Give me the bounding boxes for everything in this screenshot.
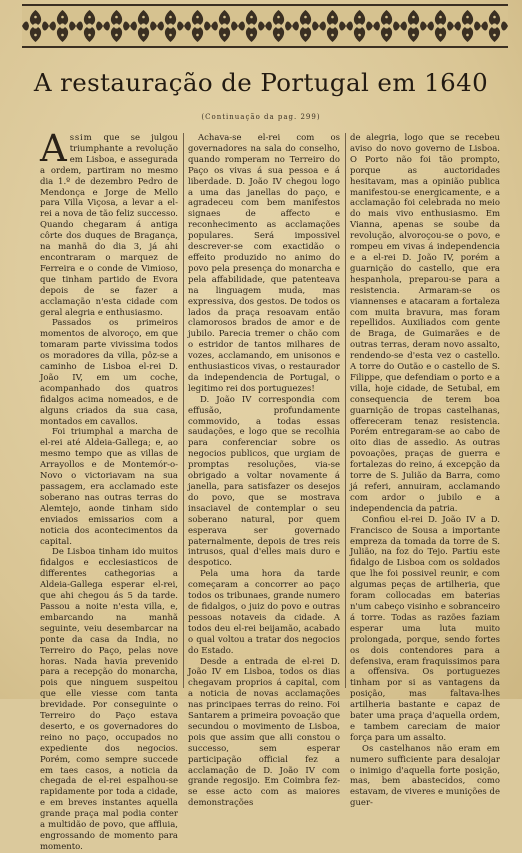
paragraph: de alegria, logo que se recebeu aviso do novo governo de Lisboa. O Porto não foi tão prompto, porque as auctoridades hesitavam, mas a opinião publica manifestou-se energicamente, e a acclamação foi celebrada no meio do mais vivo enthusiasmo. Em Vianna, apenas se soube da revolução, alvoroçou-se o povo, e rompeu em vivas á independencia e a el-rei D. João IV, porém a guarnição do castello, que era hespanhola, preparou-se para a resistencia. Armaram-se os viannenses e atacaram a fortaleza com muita bravura, mas foram repellidos. Auxiliados com gente de Braga, de Guimarães e de outras terras, deram novo assalto, rendendo-se d'esta vez o castello. A torre do Outão e o castello de S. Filippe, que defendiam o porto e a villa, hoje cidade, de Setubal, em consequencia de terem boa guarnição de tropas castelhanas, offereceram tenaz resistencia. Porém entregaram-se ao cabo de oito dias de assedio. As outras povoações, praças de guerra e fortalezas do reino, á excepção da torre de S. Julião da Barra, como já referi, annuiram, acclamando com ardor o jubilo e a independencia da patria. bbox=[350, 133, 500, 514]
paragraph: Passados os primeiros momentos de alvoroço, em que tomaram parte vivissima todos os moradores da villa, pôz-se a caminho de Lisboa el-rei D. João IV, em um coche, acompanhado dos quatros fidalgos acima nomeados, e de alguns criados da sua casa, montados em cavallos. bbox=[40, 318, 178, 427]
ornamental-border bbox=[22, 4, 508, 48]
article-column-1 bbox=[40, 127, 178, 852]
drop-cap: A bbox=[40, 127, 67, 170]
paragraph bbox=[40, 127, 178, 318]
continuation-note: (Continuação da pag. 299) bbox=[201, 113, 321, 121]
paragraph: Pela uma hora da tarde começaram a concorrer ao paço todos os tribunaes, grande numero de fidalgos, o juiz do povo e outras pessoas notaveis da cidade. A todos deu el-rei beijamão, acabado o qual voltou a tratar dos negocios do Estado. bbox=[188, 569, 340, 656]
lead-word: ssim bbox=[69, 133, 93, 143]
paragraph: Achava-se el-rei com os governadores na sala do conselho, quando romperam no Terreiro do Paço os vivas á sua pessoa e á liberdade. D. João IV chegou logo a uma das janellas do paço, e agradeceu com bem manifestos signaes de affecto e reconhecimento as acclamações populares. Será impossivel descrever-se com exactidão o effeito produzido no animo do povo pela presença do monarcha e pela affabilidade, que patenteava na linguagem muda, mas expressiva, dos gestos. De todos os lados da praça resoavam então clamorosos brados de amor e de jubilo. Parecia tremer o chão com o estridor de tantos milhares de vozes, acclamando, em unisonos e enthusiasticos vivas, o restaurador da independencia de Portugal, o legitimo rei dos portuguezes! bbox=[188, 133, 341, 394]
column-divider bbox=[183, 133, 184, 688]
paragraph: D. João IV correspondia com effusão, profundamente commovido, a todas essas saudações, e logo que se recolhia para conferenciar sobre os negocios publicos, que urgiam de promptas resoluções, via-se obrigado a voltar novamente á janella, para satisfazer os desejos do povo, que se mostrava insaciavel de contemplar o seu soberano natural, por quem esperava ser governado paternalmente, depois de tres reis intrusos, qual d'elles mais duro e despotico. bbox=[188, 394, 340, 569]
article-title: A restauração de Portugal em 1640 bbox=[33, 68, 489, 97]
paragraph: Os castelhanos não eram em numero sufficiente para desalojar o inimigo d'aquella forte posição, mas, bem abastecidos, como estavam, de viveres e munições de guer- bbox=[350, 743, 500, 809]
article-column-2 bbox=[188, 133, 341, 809]
paragraph: Confiou el-rei D. João IV a D. Francisco de Sousa a importante empreza da tomada da torre de S. Julião, na foz do Tejo. Partiu este fidalgo de Lisboa com os soldados que lhe foi possivel reunir, e com algumas peças de artilheria, que foram collocadas em baterias n'um cabeço visinho e sobranceiro á torre. Todas as razões faziam esperar uma luta muito prolongada, porque, sendo fortes os dois contendores para a defensiva, eram fraquissimos para a offensiva. Os portuguezes tinham por si as vantagens da posição, mas faltava-lhes artilheria bastante e capaz de bater uma praça d'aquella ordem, e tambem careciam de maior força para um assalto. bbox=[350, 514, 500, 743]
ornament-pattern bbox=[22, 6, 508, 46]
paragraph-text: que se julgou triumphante a revolução em Lisboa, e assegurada a ordem, partiram no mesmo dia 1.º de dezembro Pedro de Mendonça e Jorge de Mello para Villa Viçosa, a levar a el-rei a nova de tão feliz successo. Quando chegaram á antiga côrte dos duques de Bragança, na manhã do dia 3, já ahi encontraram o marquez de Ferreira e o conde de Vimioso, que tinham partido de Evora depois de se fazer a acclamação n'esta cidade com geral alegria e enthusiasmo. bbox=[40, 133, 178, 318]
paragraph: Desde a entrada de el-rei D. João IV em Lisboa, todos os dias chegavam proprios á capital, com a noticia de novas acclamações nas principaes terras do reino. Foi Santarem a primeira povoação que secundou o movimento de Lisboa, pois que assim que alli constou o successo, sem esperar participação official fez a acclamação de D. João IV com grande regosijo. Em Coimbra fez-se esse acto com as maiores demonstrações bbox=[188, 656, 340, 809]
article-column-3 bbox=[350, 133, 500, 809]
paragraph: De Lisboa tinham ido muitos fidalgos e ecclesiasticos de differentes cathegorias a Aldeia-Gallega esperar el-rei, que ahi chegou ás 5 da tarde. Passou a noite n'esta villa, e, embarcando na manhã seguinte, veiu desembarcar na ponte da casa da India, no Terreiro do Paço, pelas nove horas. Nada havia prevenido para a recepção do monarcha, pois que ninguem suspeitou que elle viesse com tanta brevidade. Por conseguinte o Terreiro do Paço estava deserto, e os governadores do reino no paço, occupados no expediente dos negocios. Porém, como sempre succede em taes casos, a noticia da chegada de el-rei espalhou-se rapidamente por toda a cidade, e em breves instantes aquella grande praça mal podia conter a multidão de povo, que affluia, engrossando de momento para momento. bbox=[40, 547, 178, 852]
column-divider bbox=[345, 133, 346, 688]
paragraph: Foi triumphal a marcha de el-rei até Aldeia-Gallega; e, ao mesmo tempo que as villas de Arrayollos e de Montemór-o-Novo o victoriavam na sua passagem, era acclamado este soberano nas outras terras do Alemtejo, aonde tinham sido enviados emissarios com a noticia dos acontecimentos da capital. bbox=[40, 427, 178, 547]
